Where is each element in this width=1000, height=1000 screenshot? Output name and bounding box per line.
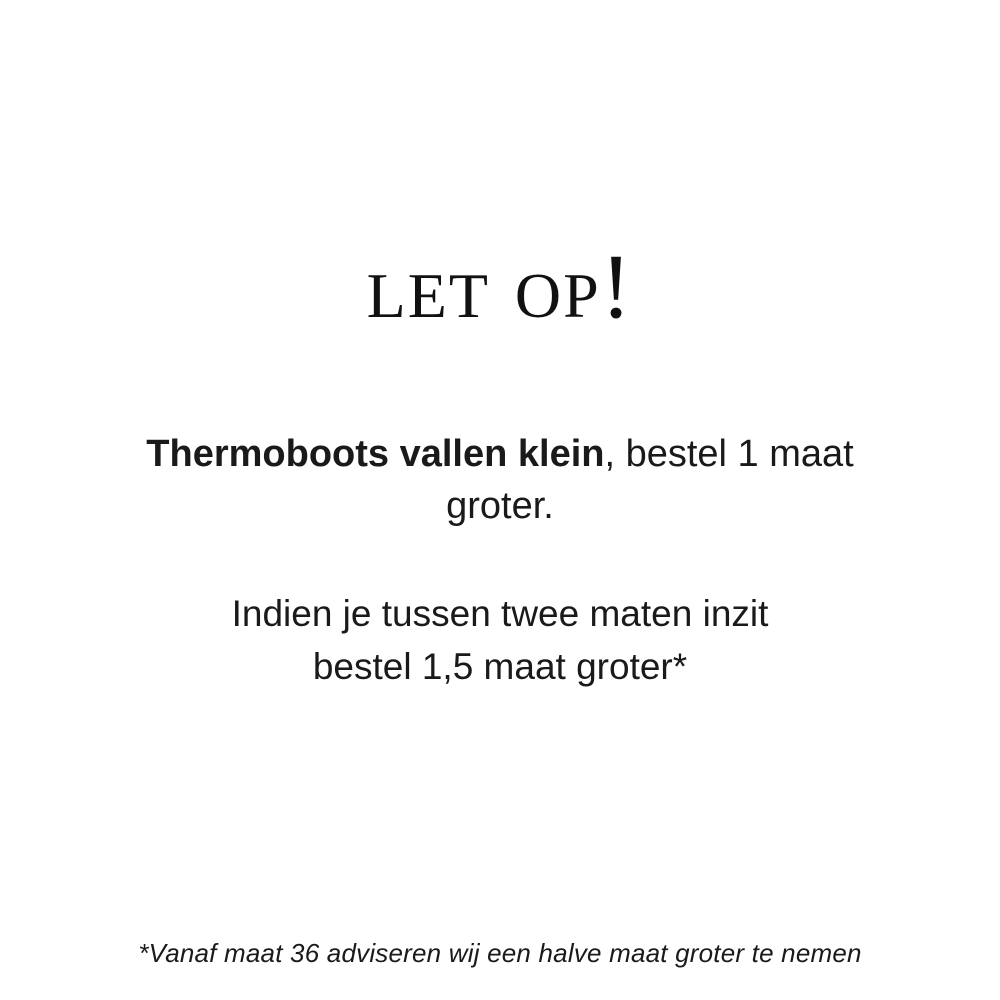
between-sizes-paragraph bbox=[100, 588, 900, 693]
sizing-advice-paragraph bbox=[100, 428, 900, 533]
page-title: let op! bbox=[366, 235, 634, 337]
sizing-advice-rest: , bestel 1 maat groter. bbox=[446, 433, 854, 528]
footnote-text: *Vanaf maat 36 adviseren wij een halve maat groter te nemen bbox=[138, 938, 862, 968]
between-sizes-line-1: Indien je tussen twee maten inzit bbox=[231, 593, 769, 634]
between-sizes-line-2: bestel 1,5 maat groter* bbox=[312, 645, 688, 687]
sizing-advice-bold-lead: Thermoboots vallen klein bbox=[146, 433, 605, 475]
